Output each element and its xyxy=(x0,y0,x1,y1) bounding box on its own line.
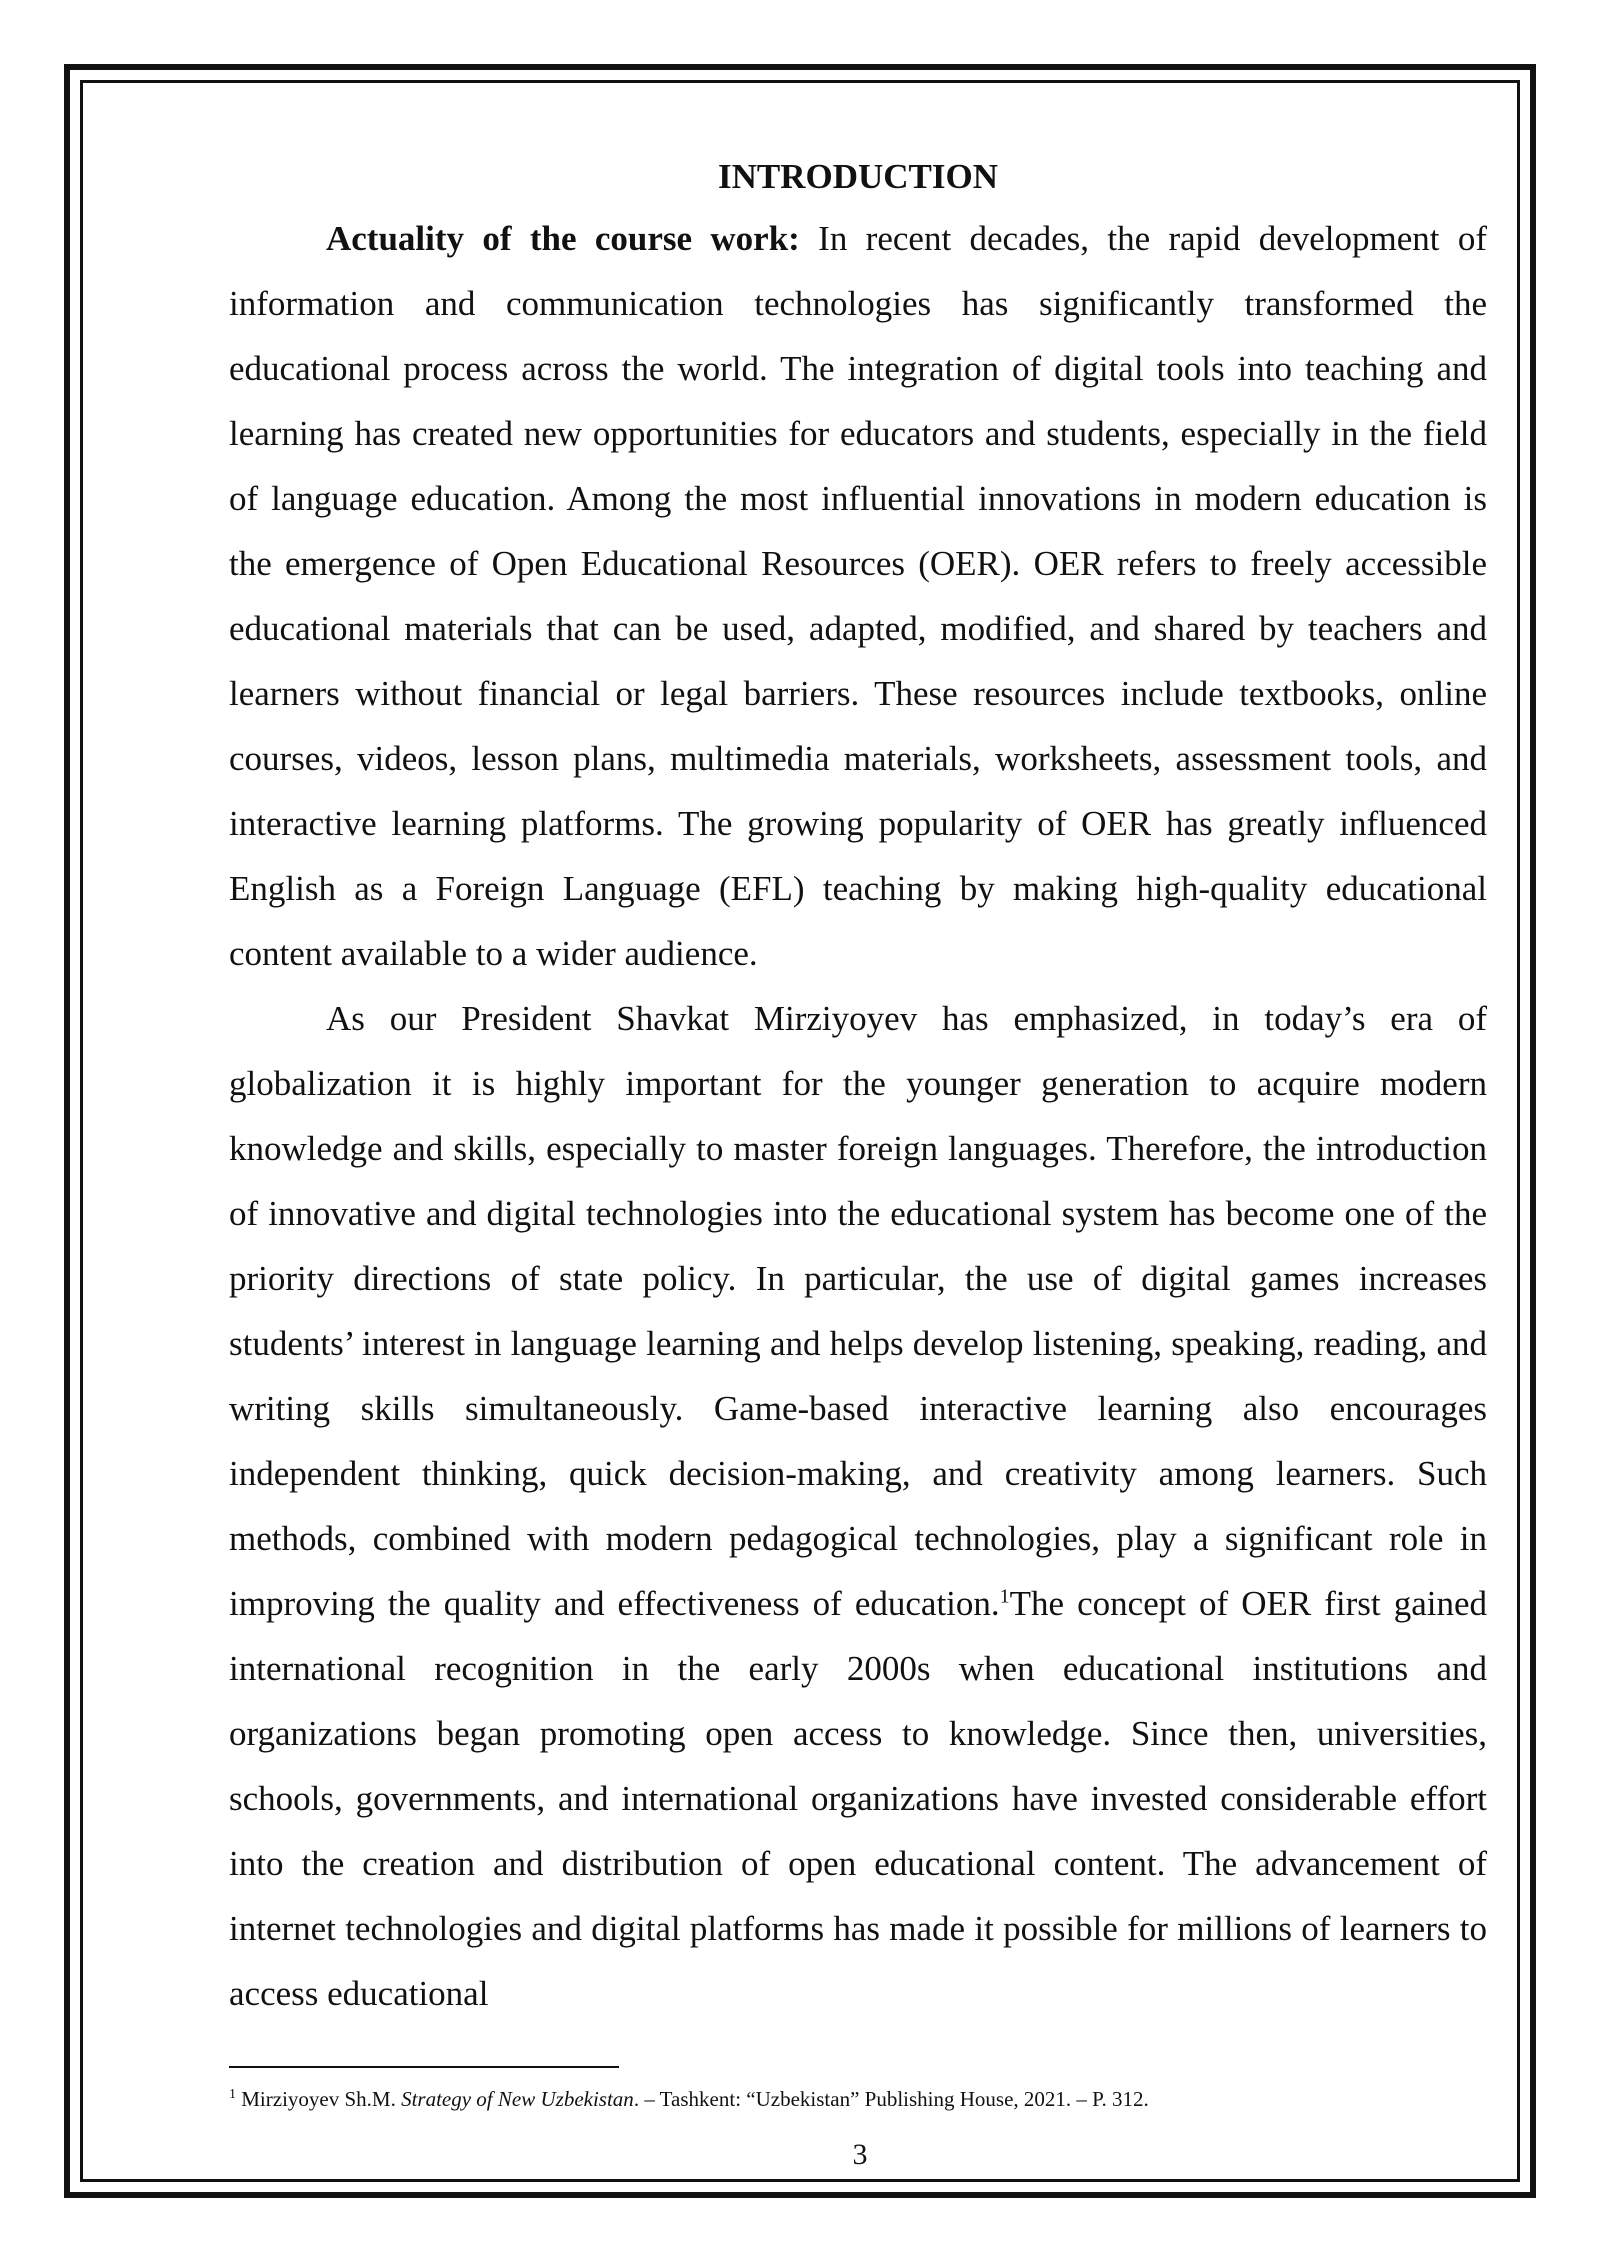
footnote xyxy=(229,2084,1487,2114)
page-number: 3 xyxy=(852,2138,868,2171)
footnote-publisher: . – Tashkent: “Uzbekistan” Publishing House, 2021. – P. 312. xyxy=(633,2087,1149,2111)
paragraph-text-before-ref: As our President Shavkat Mirziyoyev has emphasized, in today’s era of globalization it is highly important for the younger generation to acquire modern knowledge and skills, especially to master foreign languages. Therefore, the introduction of innovative and digital technologies into the educational system has become one of the priority directions of state policy. In particular, the use of digital games increases students’ interest in language learning and helps develop listening, speaking, reading, and writing skills simultaneously. Game-based interactive learning also encourages independent thinking, quick decision-making, and creativity among learners. Such methods, combined with modern pedagogical technologies, play a significant role in improving the quality and effectiveness of education. xyxy=(229,999,1487,1623)
footnote-reference[interactable]: 1 xyxy=(999,1585,1010,1608)
page-content xyxy=(229,148,1487,2026)
paragraph-president xyxy=(229,986,1487,2026)
footnote-title: Strategy of New Uzbekistan xyxy=(401,2087,634,2111)
footnote-separator xyxy=(229,2066,619,2068)
paragraph-text: In recent decades, the rapid development of information and communication technologies has significantly transformed the educational process across the world. The integration of digital tools into teaching and learning has created new opportunities for educators and students, especially in the field of language education. Among the most influential innovations in modern education is the emergence of Open Educational Resources (OER). OER refers to freely accessible educational materials that can be used, adapted, modified, and shared by teachers and learners without financial or legal barriers. These resources include textbooks, online courses, videos, lesson plans, multimedia materials, worksheets, assessment tools, and interactive learning platforms. The growing popularity of OER has greatly influenced English as a Foreign Language (EFL) teaching by making high-quality educational content available to a wider audience. xyxy=(229,219,1487,973)
footnote-author: Mirziyoyev Sh.M. xyxy=(236,2087,402,2111)
paragraph-lead: Actuality of the course work: xyxy=(326,219,800,258)
paragraph-actuality xyxy=(229,206,1487,986)
paragraph-text-after-ref: The concept of OER first gained international recognition in the early 2000s when educational institutions and organizations began promoting open access to knowledge. Since then, universities, schools, governments, and international organizations have invested considerable effort into the creation and distribution of open educational content. The advancement of internet technologies and digital platforms has made it possible for millions of learners to access educational xyxy=(229,1584,1487,2013)
footnote-mark: 1 xyxy=(229,2087,236,2102)
section-heading: INTRODUCTION xyxy=(717,157,999,196)
